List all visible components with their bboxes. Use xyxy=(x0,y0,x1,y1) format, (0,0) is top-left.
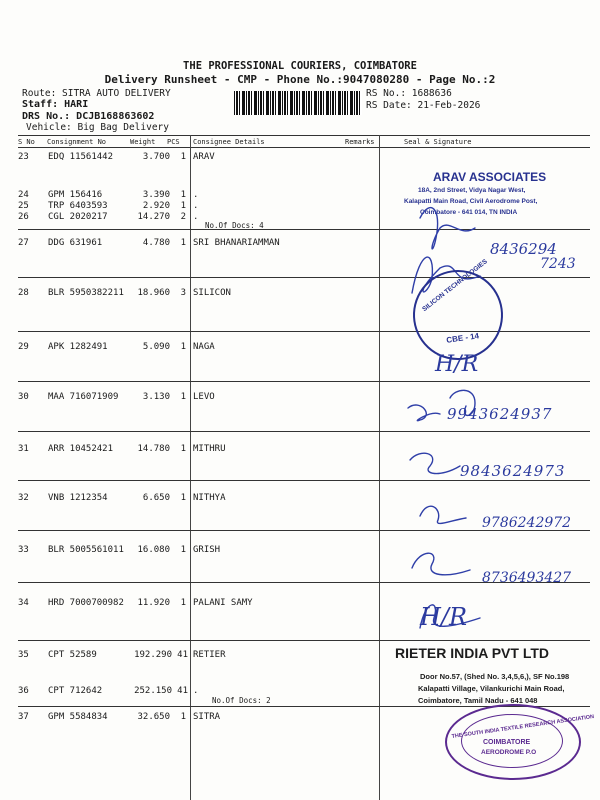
row-consignment: BLR 5950382211 xyxy=(48,288,124,298)
row-consignment: CGL 2020217 xyxy=(48,212,108,222)
stamp-silicon-bottom: CBE - 14 xyxy=(445,331,480,345)
row-sno: 34 xyxy=(18,598,29,608)
row-consignee: LEVO xyxy=(193,392,215,402)
signature-row-30 xyxy=(408,405,440,421)
row-pcs: 3 xyxy=(180,288,186,298)
row-sno: 31 xyxy=(18,444,29,454)
row-pcs: 2 xyxy=(180,212,186,222)
row-consignee: PALANI SAMY xyxy=(193,598,253,608)
row-pcs: 41 xyxy=(177,686,188,696)
row-consignment: CPT 52589 xyxy=(48,650,97,660)
handwritten-mark-29: H/R xyxy=(435,352,479,377)
row-pcs: 1 xyxy=(180,392,186,402)
stamp-rieter-name: RIETER INDIA PVT LTD xyxy=(395,645,549,661)
row-pcs: 1 xyxy=(180,598,186,608)
staff-label: Staff: HARI xyxy=(22,99,89,110)
row-consignment: ARR 10452421 xyxy=(48,444,114,454)
handwritten-phone-31: 9843624973 xyxy=(460,462,566,480)
row-sno: 23 xyxy=(18,152,29,162)
col-sno: S No xyxy=(18,138,35,146)
row-pcs: 41 xyxy=(177,650,188,660)
row-weight: 3.130 xyxy=(142,392,170,402)
row-consignment: GPM 156416 xyxy=(48,190,103,200)
row-consignee: SILICON xyxy=(193,288,231,298)
row-sno: 37 xyxy=(18,712,29,722)
table-top-rule xyxy=(18,135,590,136)
handwritten-phone-27a: 8436294 xyxy=(490,240,557,258)
row-weight: 32.650 xyxy=(137,712,170,722)
signature-row-31 xyxy=(410,453,460,473)
row-pcs: 1 xyxy=(180,201,186,211)
signature-row-32 xyxy=(420,506,466,523)
stamp-silicon-ring-text: SILICON TECHNOLOGIES xyxy=(421,258,489,314)
row-sno: 24 xyxy=(18,190,29,200)
docs-count: No.Of Docs: 2 xyxy=(212,696,271,705)
row-consignee: MITHRU xyxy=(193,444,226,454)
row-consignee: GRISH xyxy=(193,545,221,555)
col-pcs: PCS xyxy=(167,138,180,146)
row-weight: 11.920 xyxy=(137,598,170,608)
handwritten-phone-32: 9786242972 xyxy=(482,515,572,531)
row-sno: 32 xyxy=(18,493,29,503)
row-pcs: 1 xyxy=(180,545,186,555)
signature-row-33 xyxy=(412,553,470,575)
row-pcs: 1 xyxy=(180,444,186,454)
row-weight: 3.390 xyxy=(142,190,170,200)
row-weight: 14.780 xyxy=(137,444,170,454)
vehicle-label: Vehicle: Big Bag Delivery xyxy=(26,122,169,133)
row-sno: 30 xyxy=(18,392,29,402)
row-consignee: SITRA xyxy=(193,712,221,722)
col-weight: Weight xyxy=(130,138,156,146)
row-weight: 16.080 xyxy=(137,545,170,555)
stamp-arav-address-1: 18A, 2nd Street, Vidya Nagar West, xyxy=(418,187,526,194)
row-consignment: MAA 716071909 xyxy=(48,392,119,402)
handwritten-phone-30: 9943624937 xyxy=(447,405,553,423)
row-sno: 28 xyxy=(18,288,29,298)
row-consignee: NITHYA xyxy=(193,493,226,503)
row-weight: 18.960 xyxy=(137,288,170,298)
col-seal-signature: Seal & Signature xyxy=(404,138,472,146)
stamp-arav-name: ARAV ASSOCIATES xyxy=(433,170,547,184)
handwritten-mark-34: H/R xyxy=(420,603,468,631)
signature-row-23 xyxy=(420,208,475,249)
stamp-rieter-address-2: Kalapatti Village, Vilankurichi Main Road, xyxy=(418,684,565,693)
row-consignee: . xyxy=(193,212,199,222)
row-sno: 33 xyxy=(18,545,29,555)
row-weight: 4.780 xyxy=(142,238,170,248)
runsheet-subtitle: Delivery Runsheet - CMP - Phone No.:9047080280 - Page No.:2 xyxy=(104,73,496,86)
route-label: Route: SITRA AUTO DELIVERY xyxy=(22,88,171,99)
row-pcs: 1 xyxy=(180,238,186,248)
row-sno: 36 xyxy=(18,686,29,696)
row-sno: 27 xyxy=(18,238,29,248)
row-consignee: . xyxy=(193,201,199,211)
row-pcs: 1 xyxy=(180,712,186,722)
row-consignment: CPT 712642 xyxy=(48,686,103,696)
row-consignment: VNB 1212354 xyxy=(48,493,108,503)
row-sno: 25 xyxy=(18,201,29,211)
drs-number: DRS No.: DCJB168863602 xyxy=(22,111,155,122)
col-divider-consignee xyxy=(190,135,191,800)
handwritten-phone-33: 8736493427 xyxy=(482,570,572,586)
runsheet-title: THE PROFESSIONAL COURIERS, COIMBATORE xyxy=(183,60,417,72)
stamp-sitra xyxy=(445,704,595,780)
row-consignment: APK 1282491 xyxy=(48,342,108,352)
stamp-sitra-center-1: COIMBATORE xyxy=(483,739,531,746)
row-consignment: BLR 5005561011 xyxy=(48,545,124,555)
handwritten-phone-27b: 7243 xyxy=(540,256,576,272)
row-sno: 29 xyxy=(18,342,29,352)
row-pcs: 1 xyxy=(180,152,186,162)
row-weight: 5.090 xyxy=(142,342,170,352)
row-weight: 252.150 xyxy=(134,686,172,696)
row-sno: 35 xyxy=(18,650,29,660)
row-consignee: . xyxy=(193,686,199,696)
rs-date: RS Date: 21-Feb-2026 xyxy=(366,100,481,111)
barcode-image xyxy=(234,91,362,115)
row-weight: 14.270 xyxy=(137,212,170,222)
row-consignment: TRP 6403593 xyxy=(48,201,108,211)
stamp-arav-address-3: Coimbatore - 641 014, TN INDIA xyxy=(420,209,518,216)
rs-number: RS No.: 1688636 xyxy=(366,88,452,99)
row-sno: 26 xyxy=(18,212,29,222)
stamp-sitra-ring-text: THE SOUTH INDIA TEXTILE RESEARCH ASSOCIATION xyxy=(451,714,595,740)
col-consignment: Consignment No xyxy=(47,138,107,146)
row-pcs: 1 xyxy=(180,493,186,503)
row-consignee: . xyxy=(193,190,199,200)
row-consignment: HRD 7000700982 xyxy=(48,598,124,608)
stamp-arav-address-2: Kalapatti Main Road, Civil Aerodrome Post, xyxy=(404,198,538,205)
row-weight: 3.700 xyxy=(142,152,170,162)
row-pcs: 1 xyxy=(180,342,186,352)
row-consignee: SRI BHANARIAMMAN xyxy=(193,238,280,248)
row-consignee: RETIER xyxy=(193,650,226,660)
row-consignee: NAGA xyxy=(193,342,215,352)
stamp-rieter-address-3: Coimbatore, Tamil Nadu - 641 048 xyxy=(418,696,538,705)
col-consignee: Consignee Details xyxy=(193,138,265,146)
row-consignment: EDQ 11561442 xyxy=(48,152,114,162)
stamp-rieter-address-1: Door No.57, (Shed No. 3,4,5,6,), SF No.198 xyxy=(420,672,570,681)
row-consignment: DDG 631961 xyxy=(48,238,103,248)
row-pcs: 1 xyxy=(180,190,186,200)
row-consignee: ARAV xyxy=(193,152,215,162)
docs-count: No.Of Docs: 4 xyxy=(205,221,264,230)
row-weight: 2.920 xyxy=(142,201,170,211)
row-consignment: GPM 5584834 xyxy=(48,712,108,722)
row-weight: 192.290 xyxy=(134,650,172,660)
col-remarks: Remarks xyxy=(345,138,375,146)
row-weight: 6.650 xyxy=(142,493,170,503)
stamp-sitra-center-2: AERODROME P.O xyxy=(481,749,537,756)
